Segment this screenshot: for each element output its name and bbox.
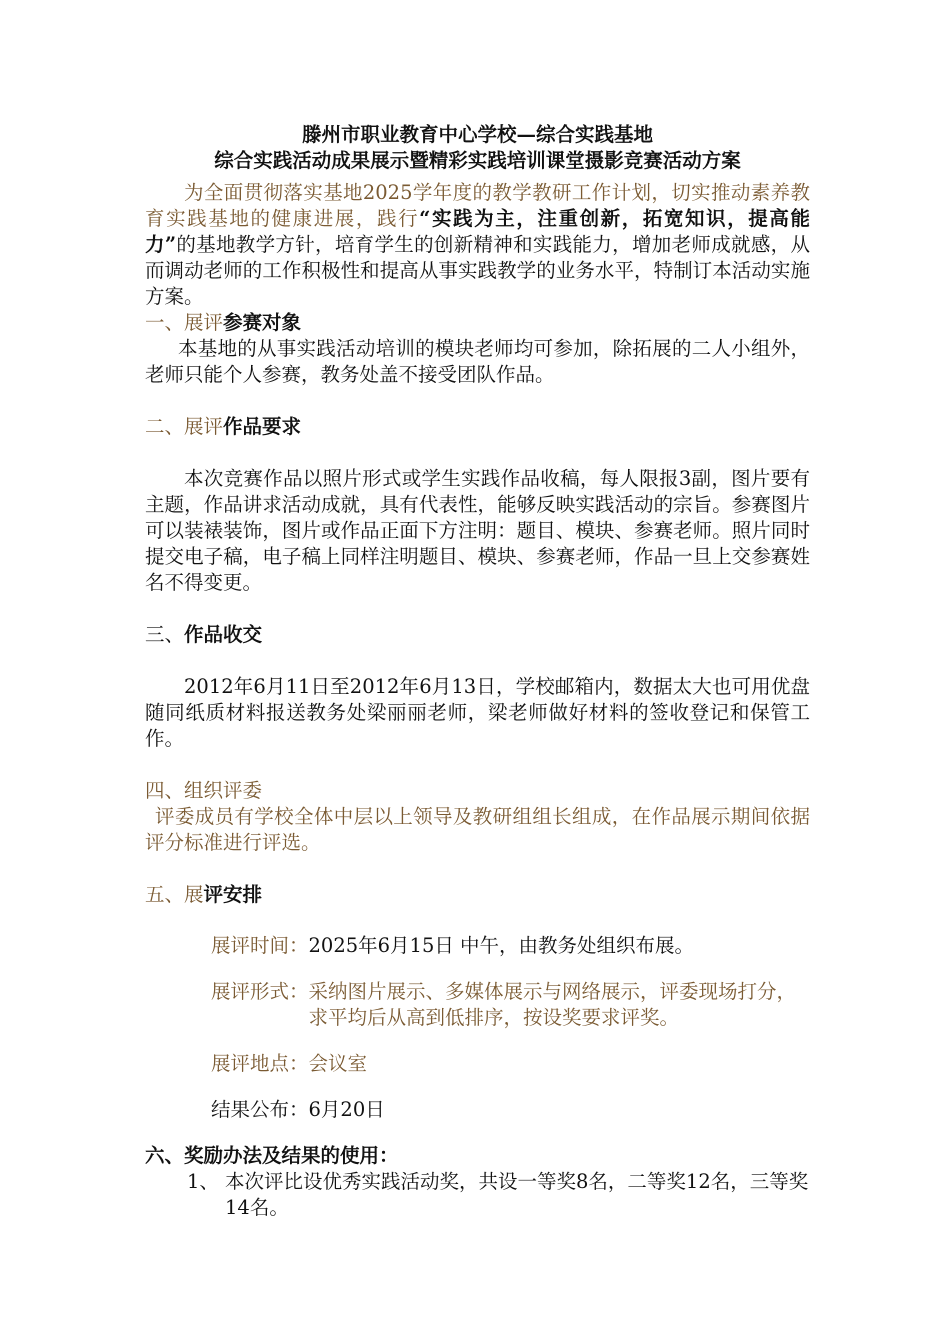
intro-quote-open: “	[419, 207, 431, 230]
section-3-body: 2012年6月11日至2012年6月13日，学校邮箱内，数据太大也可用优盘随同纸质材料报送教务处梁丽丽老师，梁老师做好材料的签收登记和保管工作。	[145, 675, 810, 750]
section-3-prefix: 三、	[145, 623, 185, 646]
schedule-time	[211, 933, 810, 959]
section-4-heading: 四、组织评委	[145, 779, 263, 802]
section-2-body: 本次竞赛作品以照片形式或学生实践作品收稿，每人限报3副，图片要有主题，作品讲求活动成就，具有代表性，能够反映实践活动的宗旨。参赛图片可以装裱装饰，图片或作品正面下方注明：题目、模块、参赛老师。照片同时提交电子稿，电子稿上同样注明题目、模块、参赛老师，作品一旦上交参赛姓名不得变更。	[145, 467, 810, 594]
award-item-number: 1、	[187, 1170, 219, 1193]
intro-part1: 为全面贯彻落实基地2025学年度的教学教研工作计划，切实推动素养教育实践基地的健康进展，践行	[145, 181, 810, 230]
section-1-body: 本基地的从事实践活动培训的模块老师均可参加，除拓展的二人小组外，老师只能个人参赛，教务处盖不接受团队作品。	[145, 337, 810, 386]
schedule-result	[211, 1097, 810, 1123]
award-list-item	[187, 1169, 810, 1221]
section-2-heading	[145, 414, 810, 440]
schedule-result-label: 结果公布：	[211, 1098, 309, 1121]
section-5-title: 评安排	[203, 883, 263, 906]
schedule-location	[211, 1051, 810, 1077]
section-1-title: 参赛对象	[223, 311, 302, 334]
section-4-body: 评委成员有学校全体中层以上领导及教研组组长组成，在作品展示期间依据评分标准进行评选。	[145, 805, 810, 854]
title-line-2: 综合实践活动成果展示暨精彩实践培训课堂摄影竞赛活动方案	[214, 149, 741, 172]
section-6-heading: 六、奖励办法及结果的使用：	[145, 1144, 399, 1167]
schedule-format-value: 采纳图片展示、多媒体展示与网络展示，评委现场打分，求平均后从高到低排序，按设奖要求评奖。	[308, 980, 797, 1029]
document-title	[145, 122, 810, 174]
intro-paragraph	[145, 180, 810, 310]
award-item-text: 本次评比设优秀实践活动奖，共设一等奖8名，二等奖12名，三等奖14名。	[225, 1170, 809, 1219]
intro-part2: 的基地教学方针，培育学生的创新精神和实践能力，增加老师成就感，从而调动老师的工作积极性和提高从事实践教学的业务水平，特制订本活动实施方案。	[145, 233, 810, 308]
schedule-time-value: 2025年6月15日 中午，由教务处组织布展。	[308, 934, 695, 957]
schedule-format-label: 展评形式：	[211, 980, 309, 1003]
section-2-title: 作品要求	[223, 415, 302, 438]
schedule-location-label: 展评地点：	[211, 1052, 309, 1075]
section-3-title: 作品收交	[184, 623, 263, 646]
intro-quote-close: ”	[164, 233, 177, 256]
section-3-heading	[145, 622, 810, 648]
title-line-1: 滕州市职业教育中心学校—综合实践基地	[301, 123, 653, 146]
schedule-format	[211, 979, 810, 1031]
schedule-time-label: 展评时间：	[211, 934, 309, 957]
section-5-prefix: 五、展	[145, 883, 204, 906]
section-5-heading	[145, 882, 810, 908]
intro-quote-bold: 实践为主，注重创新，拓宽知识，提高能力	[145, 207, 810, 256]
document-page	[145, 122, 810, 1221]
schedule-result-value: 6月20日	[308, 1098, 385, 1121]
section-2-prefix: 二、展评	[145, 415, 224, 438]
section-1-prefix: 一、展评	[145, 311, 224, 334]
schedule-location-value: 会议室	[308, 1052, 368, 1075]
section-1-heading	[145, 310, 810, 336]
